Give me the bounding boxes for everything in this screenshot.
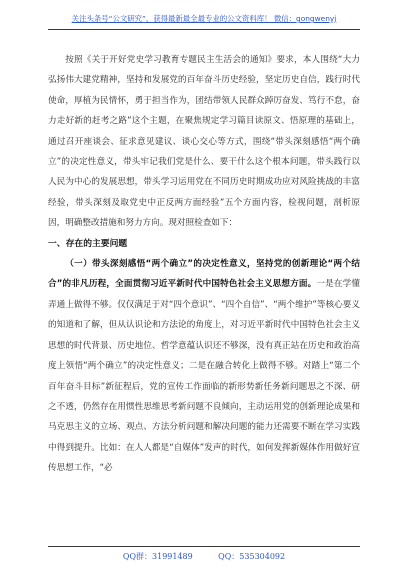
footer-divider <box>48 546 360 547</box>
intro-paragraph: 按照《关于开好党史学习教育专题民主生活会的通知》要求，本人围绕“大力弘扬伟大建党精神，坚持和发展党的百年奋斗历史经验，坚定历史自信，践行时代使命，厚植为民情怀，勇于担当作为，团结带领人民群众踔厉奋发、笃行不怠，奋力走好新的赶考之路”这个主题，在聚焦规定学习篇目读原文、悟原理的基础上，通过召开座谈会、征求意见建议、谈心交心等方式，围绕“带头深刻感悟“两个确立”的决定性意义，带头牢记我们党是什么、要干什么这个根本问题，带头践行以人民为中心的发展思想，带头学习运用党在不同历史时期成功应对风险挑战的丰富经验，带头深刻及取党史中正反两方面经验”五个方面内容，检视问题，剖析原因，明确整改措施和努力方向。现对照检查如下： <box>48 55 360 229</box>
point-1-body: 一是在学懂弄通上做得不够。仅仅满足于对“四个意识”、“四个自信”、“两个维护”等核心要义的知道和了解，但从认识论和方法论的角度上，对习近平新时代中国特色社会主义思想的时代背景、历史地位、哲学意蕴认识还不够深，没有真正站在历史和政治高度上领悟“两个确立”的决定性意义；二是在融合转化上做得不够。对踏上“第二个百年奋斗目标”新征程后，党的宣传工作面临的新形势新任务新问题思之不深、研之不透，仍然存在用惯性思维思考新问题不良倾向，主动运用党的创新理论成果和马克思主义的立场、观点、方法分析问题和解决问题的能力还需要不断在学习实践中得到提升。比如：在人人都是“自媒体”发声的时代，如何发挥新媒体作用做好宣传思想工作，“必 <box>48 279 360 474</box>
qq-group-number: 31991489 <box>152 552 193 561</box>
section-heading: 一、存在的主要问题 <box>48 238 128 249</box>
footer-contact <box>48 551 360 562</box>
point-1-lead: （一）带头深刻感悟“两个确立”的决定性意义，坚持党的创新理论“两个结合”的非凡历程，全面贯彻习近平新时代中国特色社会主义思想方面。 <box>48 259 360 290</box>
qq-group-label: QQ群： <box>122 552 153 561</box>
qq-label: QQ： <box>218 552 240 561</box>
point-1-paragraph <box>48 254 360 478</box>
document-body <box>48 50 360 479</box>
header-banner-link[interactable]: 关注头条号“公文研究”，获得最新最全最专业的公文资料库！ 微信：gongwenyj <box>71 14 337 23</box>
header-divider <box>48 29 360 30</box>
qq-number: 535304092 <box>239 552 286 561</box>
